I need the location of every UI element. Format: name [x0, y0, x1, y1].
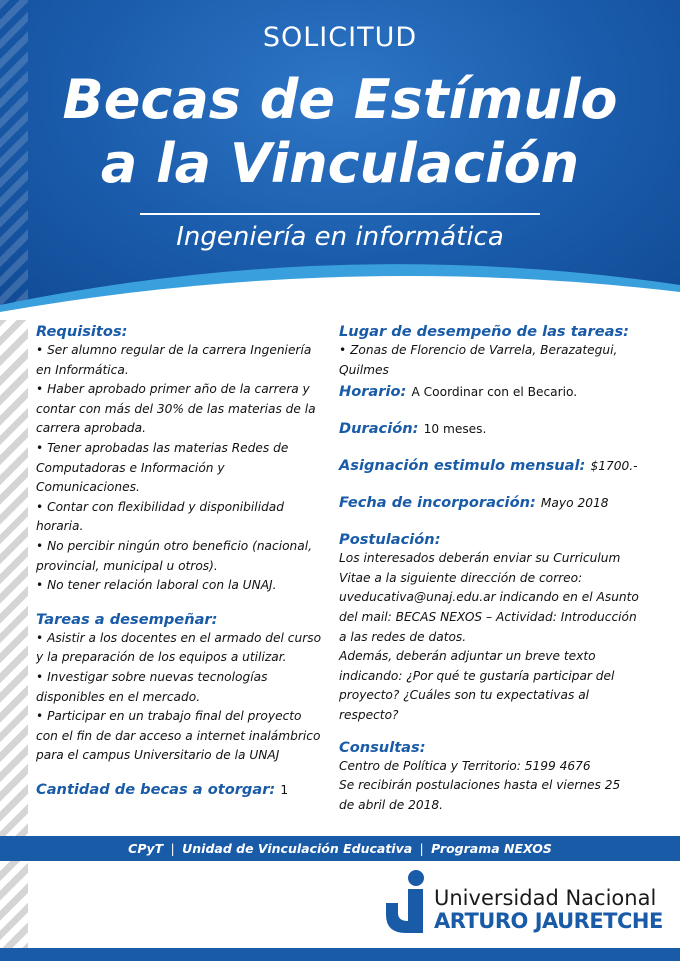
footer-item-unidad: Unidad de Vinculación Educativa	[182, 841, 413, 856]
asignacion-row	[339, 456, 639, 476]
horario-value: A Coordinar con el Becario.	[411, 385, 578, 400]
consultas-heading: Consultas:	[339, 738, 426, 756]
header-wave-decoration	[0, 250, 680, 320]
requisitos-heading: Requisitos:	[36, 323, 128, 340]
requisito-item: • No percibir ningún otro beneficio (nacional, provincial, municipal u otros).	[36, 538, 313, 573]
tarea-item: • Participar en un trabajo final del proyecto con el fin de dar acceso a internet inalámbrico para el campus Universitario de la UNAJ	[36, 709, 321, 763]
postulacion-text-2: Además, deberán adjuntar un breve texto indicando: ¿Por qué te gustaría participar del proyecto? ¿Cuáles son tu expectativas al respecto?	[339, 649, 615, 722]
asignacion-label: Asignación estimulo mensual:	[339, 457, 586, 475]
footer-bar	[0, 836, 680, 861]
postulacion-text: Los interesados deberán enviar su Curriculum Vitae a la siguiente dirección de correo: uveducativa@unaj.edu.ar indicando en el Asunto del mail: BECAS NEXOS – Actividad: Introducción a las redes de datos.	[339, 551, 639, 644]
duracion-label: Duración:	[339, 420, 419, 438]
fecha-label: Fecha de incorporación:	[339, 494, 536, 512]
title-line-1: Becas de Estímulo	[62, 68, 618, 131]
cantidad-value: 1	[280, 782, 289, 797]
cantidad-label: Cantidad de becas a otorgar:	[36, 780, 276, 798]
requisito-item: • No tener relación laboral con la UNAJ.	[36, 578, 277, 593]
title-divider	[140, 213, 540, 215]
logo-line-2: ARTURO JAURETCHE	[434, 909, 663, 933]
fecha-row	[339, 493, 639, 513]
fecha-value: Mayo 2018	[540, 496, 609, 511]
footer-item-programa: Programa NEXOS	[431, 841, 552, 856]
logo-line-1: Universidad Nacional	[434, 886, 657, 910]
requisito-item: • Tener aprobadas las materias Redes de Computadoras e Información y Comunicaciones.	[36, 440, 289, 495]
cantidad-heading	[36, 780, 326, 800]
consultas-phone: Centro de Política y Territorio: 5199 4676	[339, 758, 591, 773]
horario-row	[339, 382, 639, 402]
unaj-logo-icon	[384, 869, 428, 935]
kicker-text: SOLICITUD	[262, 22, 418, 53]
horario-label: Horario:	[339, 383, 407, 401]
consultas-deadline: Se recibirán postulaciones hasta el viernes 25 de abril de 2018.	[339, 778, 621, 812]
left-column	[36, 322, 326, 800]
tarea-item: • Asistir a los docentes en el armado del curso y la preparación de los equipos a utilizar.	[36, 630, 322, 665]
requisito-item: • Contar con flexibilidad y disponibilidad horaria.	[36, 499, 285, 534]
lugar-heading: Lugar de desempeño de las tareas:	[339, 323, 629, 340]
postulacion-heading: Postulación:	[339, 531, 441, 549]
tareas-heading: Tareas a desempeñar:	[36, 610, 218, 628]
duracion-value: 10 meses.	[423, 422, 487, 437]
bottom-bar	[0, 948, 680, 961]
requisito-item: • Ser alumno regular de la carrera Ingeniería en Informática.	[36, 343, 312, 377]
right-column	[339, 322, 639, 815]
footer-separator: |	[170, 841, 175, 856]
title-line-2: a la Vinculación	[100, 132, 580, 195]
asignacion-value: $1700.-	[590, 459, 638, 474]
lugar-value: • Zonas de Florencio de Varrela, Berazategui, Quilmes	[339, 343, 618, 377]
requisito-item: • Haber aprobado primer año de la carrera y contar con más del 30% de las materias de la carrera aprobada.	[36, 382, 316, 436]
tarea-item: • Investigar sobre nuevas tecnologías disponibles en el mercado.	[36, 669, 268, 704]
duracion-row	[339, 419, 639, 439]
footer-separator: |	[419, 841, 424, 856]
footer-item-cpyt: CPyT	[128, 841, 164, 856]
subtitle: Ingeniería en informática	[176, 222, 504, 252]
